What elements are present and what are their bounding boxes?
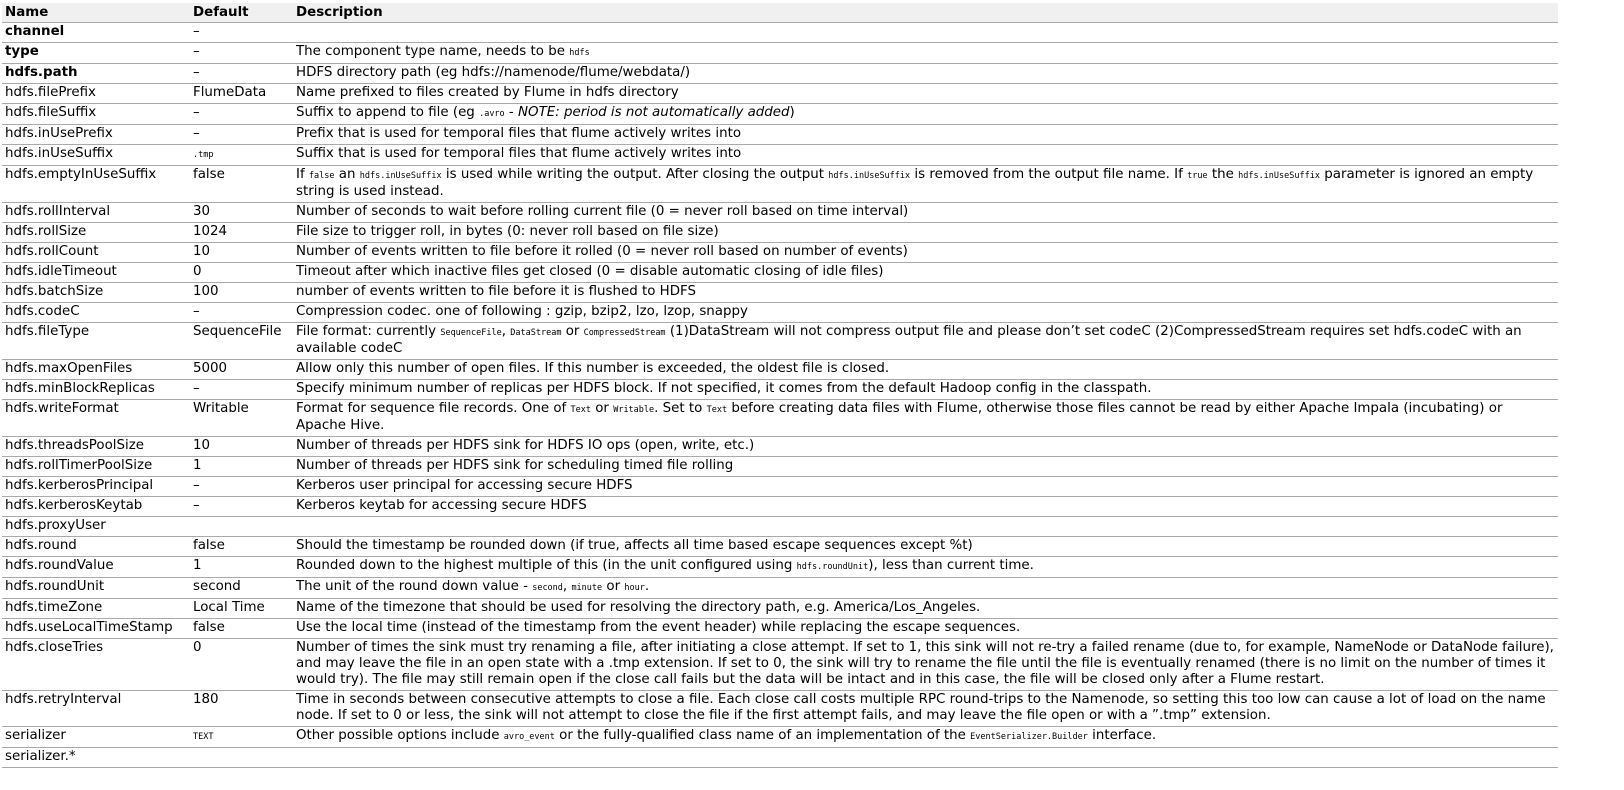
- inline-code: hdfs.inUseSuffix: [828, 171, 911, 181]
- table-row: [2, 283, 1558, 303]
- description-text: Format for sequence file records. One of: [296, 401, 571, 416]
- table-row: [2, 243, 1558, 263]
- property-default: second: [190, 578, 293, 599]
- description-text: the: [1207, 167, 1239, 182]
- inline-code: hdfs: [569, 48, 590, 58]
- description-text: Name of the timezone that should be used for resolving the directory path, e.g. America/Los_Angeles.: [296, 600, 981, 615]
- table-row: [2, 578, 1558, 599]
- description-text: an: [334, 167, 360, 182]
- header-row: [2, 3, 1558, 23]
- description-text: Number of times the sink must try renaming a file, after initiating a close attempt. If set to 1, this sink will not re-try a failed rename (due to, for example, NameNode or DataNode failure), and may leave the file in an open state with a .tmp extension. If set to 0, the sink will try to rename the file until the file is eventually renamed (there is no limit on the number of times it would try). The file may still remain open if the close call fails but the data will be intact and in this case, the file will be closed only after a Flume restart.: [296, 640, 1554, 687]
- property-description: [293, 125, 1558, 145]
- description-text: File size to trigger roll, in bytes (0: never roll based on file size): [296, 224, 719, 239]
- description-text: or: [602, 579, 625, 594]
- property-default: –: [190, 303, 293, 323]
- table-row: [2, 104, 1558, 125]
- property-name: type: [2, 43, 190, 64]
- description-text: is used while writing the output. After closing the output: [441, 167, 829, 182]
- property-default: 0: [190, 639, 293, 691]
- inline-code: hdfs.inUseSuffix: [1238, 171, 1320, 181]
- description-text: The unit of the round down value -: [296, 579, 533, 594]
- description-text: is removed from the output file name. If: [910, 167, 1188, 182]
- property-name: hdfs.round: [2, 537, 190, 557]
- property-name: hdfs.idleTimeout: [2, 263, 190, 283]
- description-text: Other possible options include: [296, 728, 504, 743]
- description-text: Allow only this number of open files. If this number is exceeded, the oldest file is closed.: [296, 361, 890, 376]
- property-name: hdfs.proxyUser: [2, 517, 190, 537]
- property-default: 0: [190, 263, 293, 283]
- description-text: before creating data files with Flume, otherwise those files cannot be read by either Apache Impala (incubating) or Apache Hive.: [296, 401, 1503, 433]
- property-name: hdfs.fileType: [2, 323, 190, 360]
- property-default: –: [190, 23, 293, 43]
- property-default: false: [190, 537, 293, 557]
- description-text: Use the local time (instead of the timestamp from the event header) while replacing the escape sequences.: [296, 620, 1021, 635]
- property-default: –: [190, 43, 293, 64]
- property-name: hdfs.closeTries: [2, 639, 190, 691]
- inline-code: .avro: [479, 109, 505, 119]
- inline-code: false: [308, 171, 335, 181]
- property-description: [293, 84, 1558, 104]
- inline-code: avro_event: [503, 732, 555, 742]
- header-name: Name: [2, 3, 190, 23]
- property-name: hdfs.rollTimerPoolSize: [2, 457, 190, 477]
- table-row: [2, 599, 1558, 619]
- property-description: [293, 400, 1558, 437]
- inline-code: Writable: [613, 405, 655, 415]
- property-name: hdfs.roundUnit: [2, 578, 190, 599]
- table-row: [2, 619, 1558, 639]
- description-text: (1)DataStream will not compress output file and please don’t set codeC (2)CompressedStream requires set hdfs.codeC with an available codeC: [296, 324, 1522, 356]
- property-name: hdfs.threadsPoolSize: [2, 437, 190, 457]
- description-text: Prefix that is used for temporal files that flume actively writes into: [296, 126, 742, 141]
- property-description: [293, 145, 1558, 166]
- description-text: Number of seconds to wait before rolling current file (0 = never roll based on time interval): [296, 204, 909, 219]
- property-default: 5000: [190, 360, 293, 380]
- emphasis-text: NOTE: period is not automatically added: [518, 105, 790, 120]
- description-text: ,: [562, 579, 572, 594]
- description-text: Suffix to append to file (eg: [296, 105, 480, 120]
- property-default: –: [190, 104, 293, 125]
- description-text: Name prefixed to files created by Flume in hdfs directory: [296, 85, 679, 100]
- table-row: [2, 64, 1558, 84]
- property-description: [293, 619, 1558, 639]
- inline-code: SequenceFile: [440, 328, 502, 338]
- property-default: –: [190, 477, 293, 497]
- property-description: [293, 104, 1558, 125]
- property-description: [293, 303, 1558, 323]
- property-name: hdfs.emptyInUseSuffix: [2, 166, 190, 203]
- property-name: hdfs.rollInterval: [2, 203, 190, 223]
- table-row: [2, 360, 1558, 380]
- table-row: [2, 727, 1558, 748]
- table-row: [2, 263, 1558, 283]
- property-description: [293, 537, 1558, 557]
- property-description: [293, 691, 1558, 727]
- table-row: [2, 125, 1558, 145]
- property-description: [293, 748, 1558, 768]
- property-description: [293, 457, 1558, 477]
- description-text: . Set to: [654, 401, 707, 416]
- property-description: [293, 283, 1558, 303]
- property-description: [293, 64, 1558, 84]
- table-row: [2, 748, 1558, 768]
- table-row: [2, 380, 1558, 400]
- property-description: [293, 23, 1558, 43]
- property-default: [190, 727, 293, 748]
- property-description: [293, 578, 1558, 599]
- description-text: ,: [501, 324, 511, 339]
- property-default: [190, 517, 293, 537]
- property-description: [293, 380, 1558, 400]
- table-row: [2, 517, 1558, 537]
- description-text: Number of threads per HDFS sink for scheduling timed file rolling: [296, 458, 734, 473]
- inline-code: second: [532, 583, 563, 593]
- config-properties-table: [2, 3, 1558, 768]
- description-text: Kerberos keytab for accessing secure HDFS: [296, 498, 587, 513]
- inline-code: Text: [706, 405, 728, 415]
- description-text: If: [296, 167, 309, 182]
- table-body: [2, 23, 1558, 768]
- table-row: [2, 43, 1558, 64]
- property-default: false: [190, 166, 293, 203]
- property-name: hdfs.roundValue: [2, 557, 190, 578]
- property-default: 10: [190, 437, 293, 457]
- description-text: ): [789, 105, 795, 120]
- property-description: [293, 223, 1558, 243]
- description-text: File format: currently: [296, 324, 441, 339]
- inline-code: DataStream: [510, 328, 562, 338]
- property-name: hdfs.inUsePrefix: [2, 125, 190, 145]
- property-name: hdfs.fileSuffix: [2, 104, 190, 125]
- header-description: Description: [293, 3, 1558, 23]
- property-name: hdfs.batchSize: [2, 283, 190, 303]
- table-row: [2, 303, 1558, 323]
- property-name: hdfs.rollCount: [2, 243, 190, 263]
- table-row: [2, 203, 1558, 223]
- inline-code: EventSerializer.Builder: [970, 732, 1088, 742]
- inline-code: hour: [624, 583, 645, 593]
- default-code: TEXT: [193, 732, 214, 742]
- description-text: Specify minimum number of replicas per HDFS block. If not specified, it comes from the default Hadoop config in the classpath.: [296, 381, 1152, 396]
- property-description: [293, 477, 1558, 497]
- property-default: false: [190, 619, 293, 639]
- table-row: [2, 437, 1558, 457]
- property-default: [190, 145, 293, 166]
- property-name: serializer.*: [2, 748, 190, 768]
- table-row: [2, 400, 1558, 437]
- description-text: HDFS directory path (eg hdfs://namenode/flume/webdata/): [296, 65, 691, 80]
- property-name: hdfs.filePrefix: [2, 84, 190, 104]
- property-name: hdfs.writeFormat: [2, 400, 190, 437]
- inline-code: true: [1187, 171, 1208, 181]
- description-text: or: [561, 324, 584, 339]
- description-text: ), less than current time.: [868, 558, 1034, 573]
- table-row: [2, 557, 1558, 578]
- property-default: [190, 748, 293, 768]
- table-row: [2, 166, 1558, 203]
- property-default: Writable: [190, 400, 293, 437]
- property-name: hdfs.inUseSuffix: [2, 145, 190, 166]
- inline-code: hdfs.roundUnit: [796, 562, 869, 572]
- table-row: [2, 23, 1558, 43]
- property-default: SequenceFile: [190, 323, 293, 360]
- property-description: [293, 497, 1558, 517]
- property-description: [293, 263, 1558, 283]
- inline-code: hdfs.inUseSuffix: [359, 171, 442, 181]
- property-description: [293, 360, 1558, 380]
- table-row: [2, 639, 1558, 691]
- property-description: [293, 727, 1558, 748]
- description-text: -: [504, 105, 519, 120]
- property-default: –: [190, 497, 293, 517]
- table-row: [2, 691, 1558, 727]
- property-name: hdfs.retryInterval: [2, 691, 190, 727]
- property-description: [293, 557, 1558, 578]
- property-default: 100: [190, 283, 293, 303]
- property-description: [293, 517, 1558, 537]
- property-name: hdfs.timeZone: [2, 599, 190, 619]
- table-row: [2, 323, 1558, 360]
- description-text: number of events written to file before it is flushed to HDFS: [296, 284, 697, 299]
- description-text: or the fully-qualified class name of an implementation of the: [554, 728, 971, 743]
- property-description: [293, 599, 1558, 619]
- property-description: [293, 243, 1558, 263]
- property-name: hdfs.path: [2, 64, 190, 84]
- table-row: [2, 145, 1558, 166]
- table-row: [2, 477, 1558, 497]
- description-text: Kerberos user principal for accessing secure HDFS: [296, 478, 633, 493]
- property-name: hdfs.kerberosPrincipal: [2, 477, 190, 497]
- property-default: –: [190, 380, 293, 400]
- header-default: Default: [190, 3, 293, 23]
- description-text: Compression codec. one of following : gzip, bzip2, lzo, lzop, snappy: [296, 304, 748, 319]
- property-default: –: [190, 64, 293, 84]
- description-text: .: [644, 579, 650, 594]
- inline-code: Text: [570, 405, 591, 415]
- property-description: [293, 166, 1558, 203]
- property-default: –: [190, 125, 293, 145]
- description-text: Time in seconds between consecutive attempts to close a file. Each close call costs multiple RPC round-trips to the Namenode, so setting this too low can cause a lot of load on the name node. If set to 0 or less, the sink will not attempt to close the file if the first attempt fails, and may leave the file open or with a ”.tmp” extension.: [296, 692, 1546, 723]
- description-text: Number of threads per HDFS sink for HDFS IO ops (open, write, etc.): [296, 438, 755, 453]
- property-description: [293, 203, 1558, 223]
- inline-code: CompressedStream: [583, 328, 666, 338]
- default-code: .tmp: [193, 150, 214, 160]
- property-default: 180: [190, 691, 293, 727]
- property-description: [293, 323, 1558, 360]
- property-name: hdfs.codeC: [2, 303, 190, 323]
- property-description: [293, 437, 1558, 457]
- description-text: parameter is ignored an empty string is used instead.: [296, 167, 1534, 199]
- property-name: hdfs.kerberosKeytab: [2, 497, 190, 517]
- description-text: Number of events written to file before it rolled (0 = never roll based on number of events): [296, 244, 908, 259]
- property-name: hdfs.minBlockReplicas: [2, 380, 190, 400]
- property-default: 1: [190, 557, 293, 578]
- property-description: [293, 639, 1558, 691]
- property-name: hdfs.rollSize: [2, 223, 190, 243]
- property-default: 1: [190, 457, 293, 477]
- property-default: 30: [190, 203, 293, 223]
- table-row: [2, 84, 1558, 104]
- inline-code: minute: [571, 583, 603, 593]
- property-description: [293, 43, 1558, 64]
- description-text: The component type name, needs to be: [296, 44, 570, 59]
- property-default: 10: [190, 243, 293, 263]
- description-text: Rounded down to the highest multiple of this (in the unit configured using: [296, 558, 797, 573]
- property-default: FlumeData: [190, 84, 293, 104]
- property-name: hdfs.maxOpenFiles: [2, 360, 190, 380]
- property-default: 1024: [190, 223, 293, 243]
- table-row: [2, 497, 1558, 517]
- property-name: channel: [2, 23, 190, 43]
- description-text: interface.: [1087, 728, 1157, 743]
- description-text: Suffix that is used for temporal files that flume actively writes into: [296, 146, 742, 161]
- table-header: [2, 3, 1558, 23]
- table-row: [2, 457, 1558, 477]
- property-name: hdfs.useLocalTimeStamp: [2, 619, 190, 639]
- description-text: Timeout after which inactive files get closed (0 = disable automatic closing of idle files): [296, 264, 884, 279]
- property-default: Local Time: [190, 599, 293, 619]
- table-row: [2, 223, 1558, 243]
- description-text: or: [590, 401, 614, 416]
- property-name: serializer: [2, 727, 190, 748]
- description-text: Should the timestamp be rounded down (if true, affects all time based escape sequences except %t): [296, 538, 973, 553]
- table-row: [2, 537, 1558, 557]
